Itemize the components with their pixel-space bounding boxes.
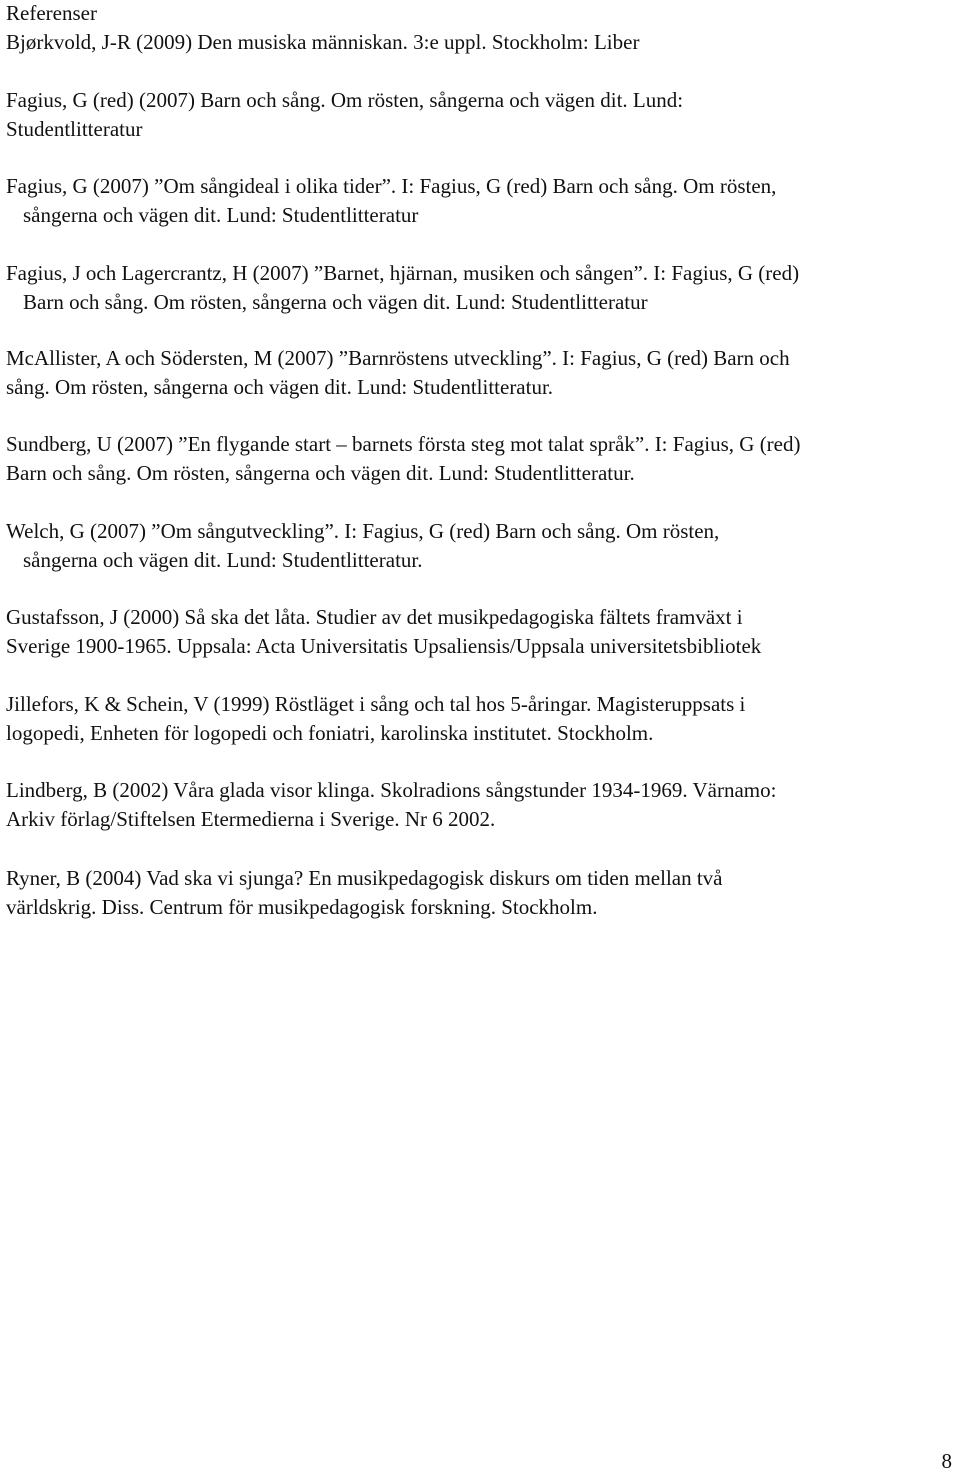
reference-item: Welch, G (2007) ”Om sångutveckling”. I: Fagius, G (red) Barn och sång. Om rösten, sångerna och vägen dit. Lund: Studentlitteratur. <box>6 519 720 572</box>
reference-item: Ryner, B (2004) Vad ska vi sjunga? En musikpedagogisk diskurs om tiden mellan två världskrig. Diss. Centrum för musikpedagogisk forskning. Stockholm. <box>6 866 723 919</box>
reference-item: Fagius, G (red) (2007) Barn och sång. Om rösten, sångerna och vägen dit. Lund: Studentlitteratur <box>6 88 684 141</box>
reference-item: McAllister, A och Södersten, M (2007) ”Barnröstens utveckling”. I: Fagius, G (red) Barn och sång. Om rösten, sångerna och vägen dit. Lund: Studentlitteratur. <box>6 346 790 399</box>
reference-item: Jillefors, K & Schein, V (1999) Röstläget i sång och tal hos 5-åringar. Magisteruppsats i logopedi, Enheten för logopedi och foniatri, karolinska institutet. Stockholm. <box>6 692 746 745</box>
page-number: 8 <box>941 1449 952 1473</box>
reference-item: Bjørkvold, J-R (2009) Den musiska människan. 3:e uppl. Stockholm: Liber <box>6 30 640 54</box>
reference-item: Lindberg, B (2002) Våra glada visor klinga. Skolradions sångstunder 1934-1969. Värnamo: Arkiv förlag/Stiftelsen Etermedierna i Sverige. Nr 6 2002. <box>6 778 777 831</box>
reference-item: Gustafsson, J (2000) Så ska det låta. Studier av det musikpedagogiska fältets framväxt i Sverige 1900-1965. Uppsala: Acta Universitatis Upsaliensis/Uppsala universitetsbibliotek <box>6 605 762 658</box>
page-heading: Referenser <box>6 1 97 25</box>
reference-item: Fagius, J och Lagercrantz, H (2007) ”Barnet, hjärnan, musiken och sången”. I: Fagius, G (red) Barn och sång. Om rösten, sångerna och vägen dit. Lund: Studentlitteratur <box>6 261 800 314</box>
reference-item: Sundberg, U (2007) ”En flygande start – barnets första steg mot talat språk”. I: Fagius, G (red) Barn och sång. Om rösten, sångerna och vägen dit. Lund: Studentlitteratur. <box>6 432 801 485</box>
reference-item: Fagius, G (2007) ”Om sångideal i olika tider”. I: Fagius, G (red) Barn och sång. Om rösten, sångerna och vägen dit. Lund: Studentlitteratur <box>6 174 777 227</box>
